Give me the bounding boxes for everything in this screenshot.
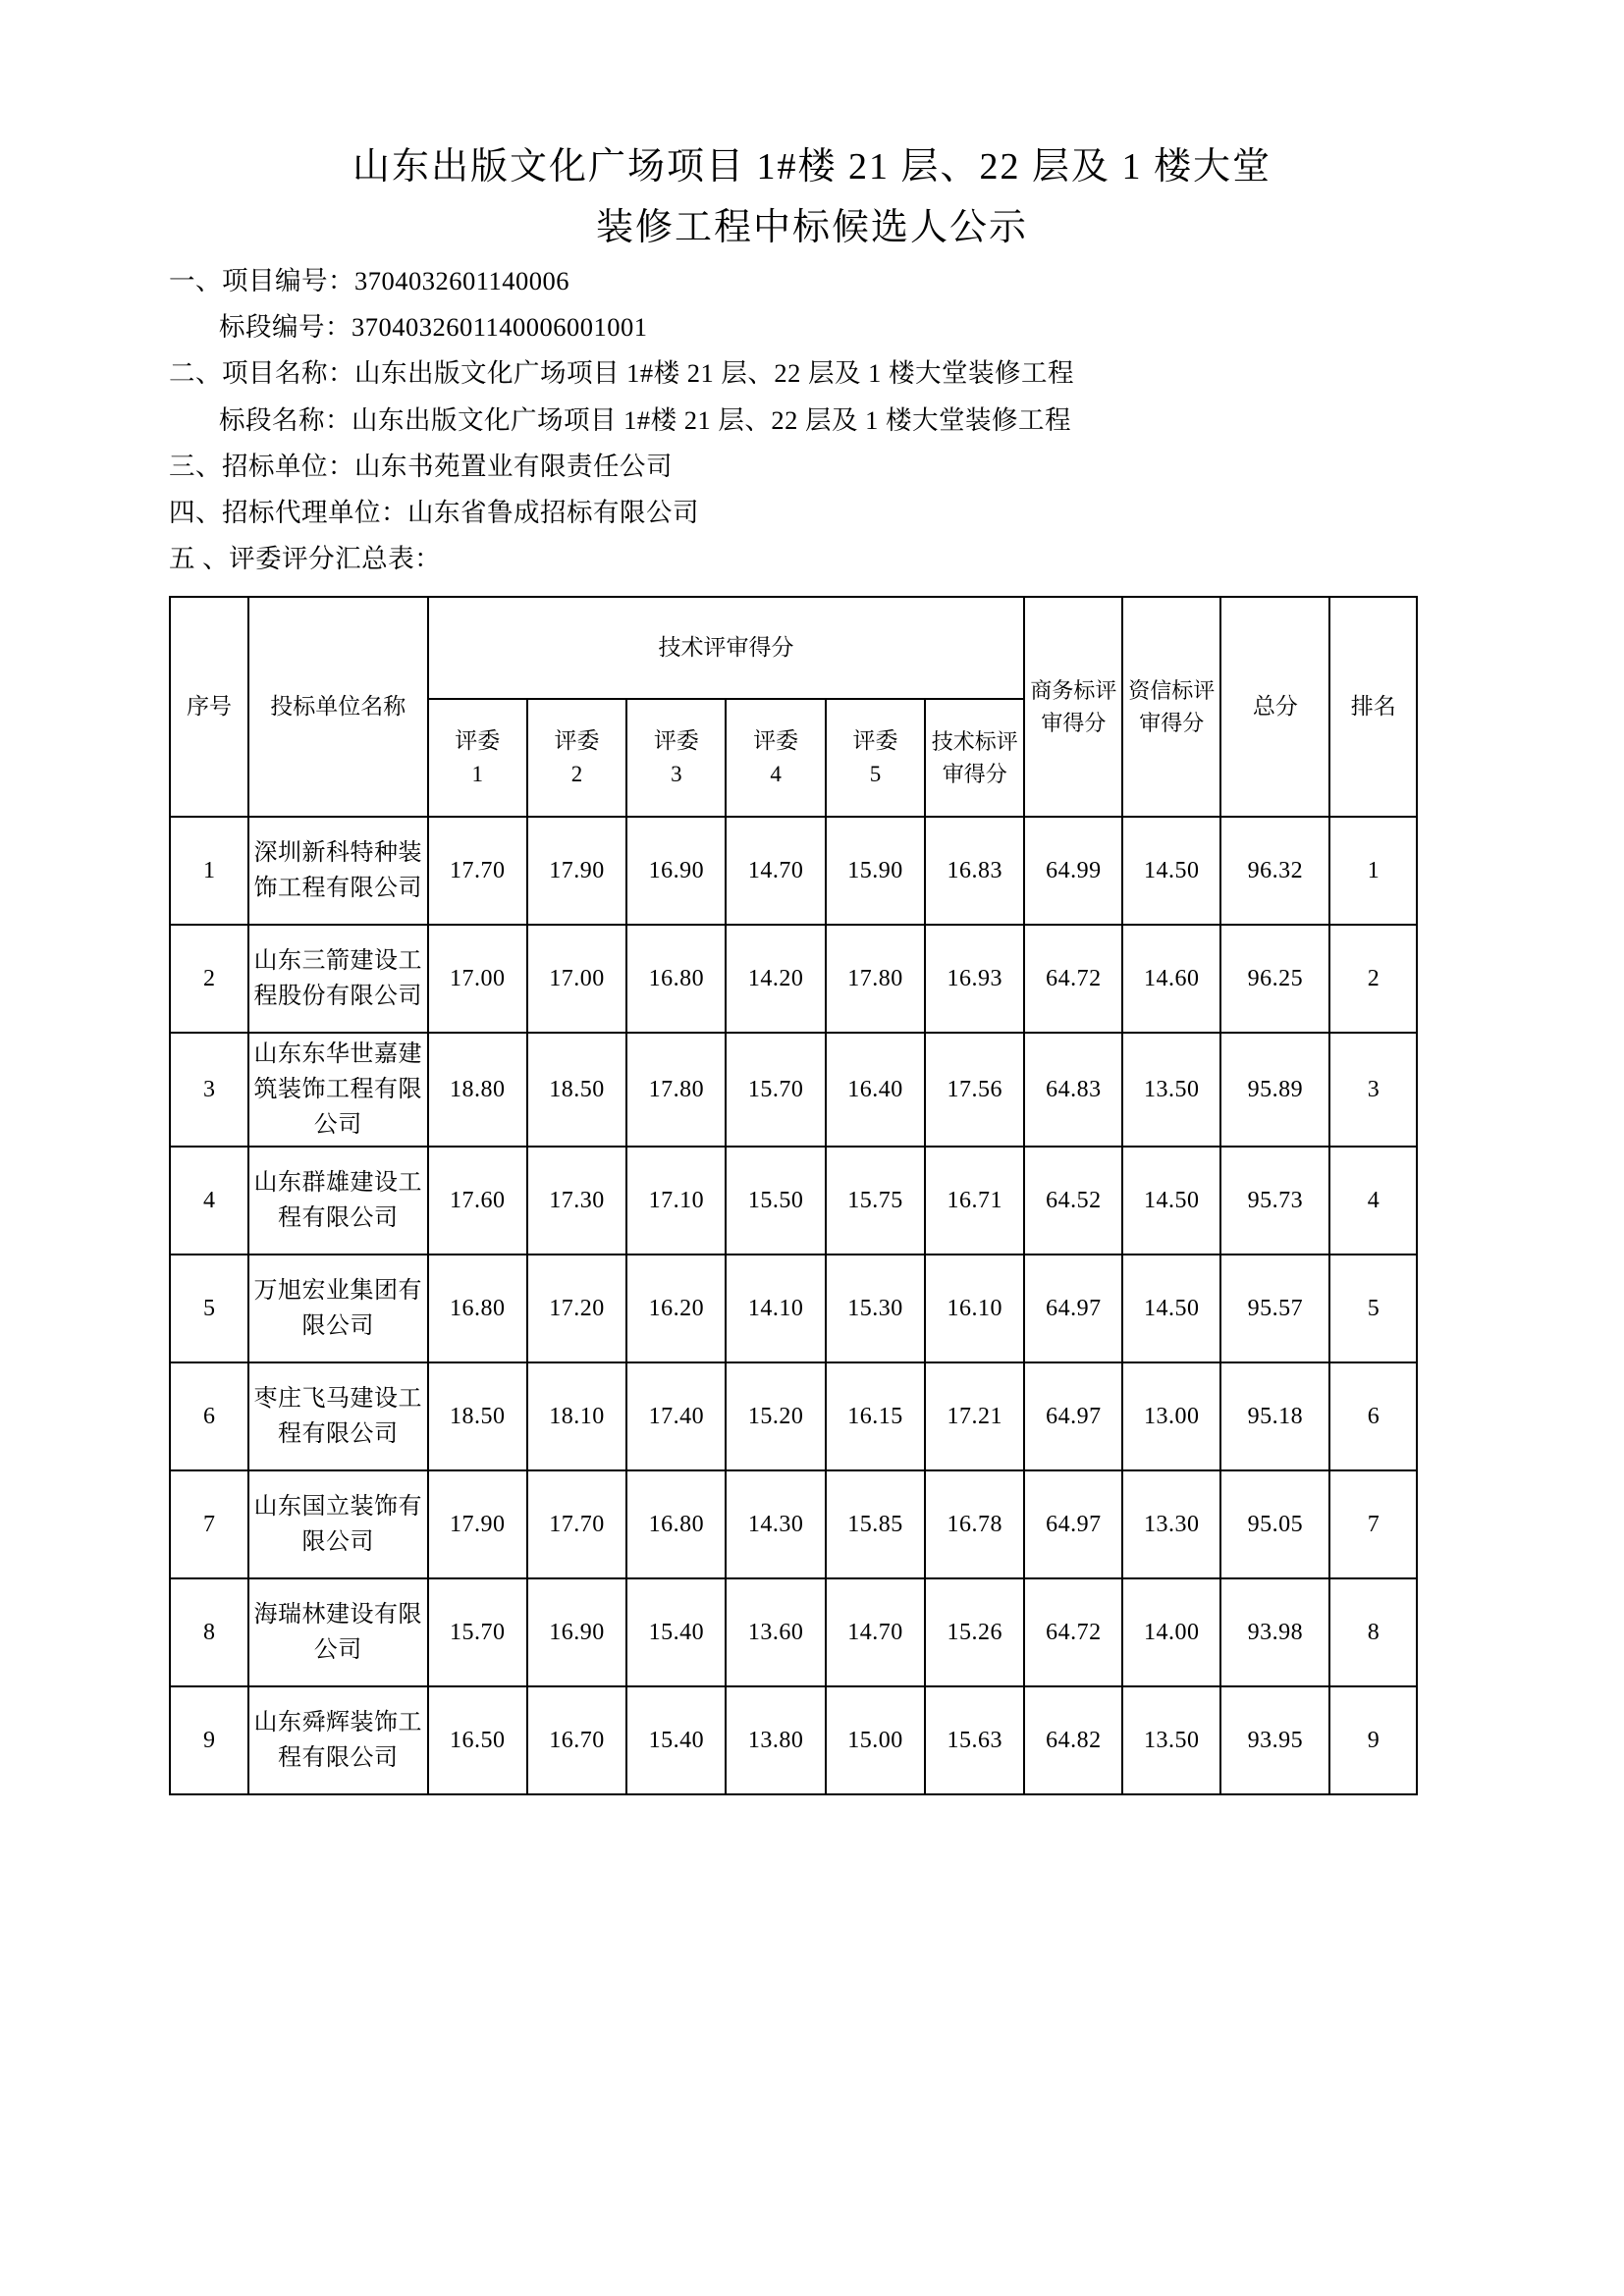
cell-business-score: 64.97 — [1024, 1255, 1122, 1362]
cell-judge-2: 17.90 — [527, 817, 626, 925]
cell-credit-score: 14.00 — [1122, 1578, 1220, 1686]
cell-tech-score: 16.78 — [925, 1470, 1024, 1578]
project-number-line: 一、项目编号：3704032601140006 — [169, 266, 570, 296]
cell-index: 4 — [170, 1147, 248, 1255]
cell-index: 2 — [170, 925, 248, 1033]
cell-business-score: 64.97 — [1024, 1362, 1122, 1470]
tender-unit-line: 三、招标单位：山东书苑置业有限责任公司 — [169, 451, 673, 481]
cell-index: 5 — [170, 1255, 248, 1362]
cell-judge-4: 14.10 — [726, 1255, 825, 1362]
header-judge-5-label: 评委 — [852, 727, 898, 753]
header-judge-2-label: 评委 — [554, 727, 600, 753]
header-judge-3 — [626, 699, 726, 817]
cell-total: 96.32 — [1220, 817, 1329, 925]
cell-judge-5: 14.70 — [826, 1578, 925, 1686]
cell-total: 95.05 — [1220, 1470, 1329, 1578]
cell-judge-4: 13.80 — [726, 1686, 825, 1794]
cell-credit-score: 14.50 — [1122, 1147, 1220, 1255]
cell-rank: 1 — [1329, 817, 1417, 925]
cell-judge-4: 15.50 — [726, 1147, 825, 1255]
table-row — [170, 1147, 1417, 1255]
cell-tech-score: 16.83 — [925, 817, 1024, 925]
table-row — [170, 1362, 1417, 1470]
cell-judge-1: 16.50 — [428, 1686, 527, 1794]
cell-credit-score: 14.50 — [1122, 1255, 1220, 1362]
cell-tech-score: 17.21 — [925, 1362, 1024, 1470]
cell-judge-3: 16.20 — [626, 1255, 726, 1362]
cell-judge-3: 17.10 — [626, 1147, 726, 1255]
table-row — [170, 1255, 1417, 1362]
header-business-score: 商务标评审得分 — [1024, 597, 1122, 817]
cell-judge-2: 17.20 — [527, 1255, 626, 1362]
cell-tech-score: 15.26 — [925, 1578, 1024, 1686]
header-judge-1-label: 评委 — [455, 727, 501, 753]
table-header — [170, 597, 1417, 817]
cell-tech-score: 16.10 — [925, 1255, 1024, 1362]
cell-judge-4: 15.70 — [726, 1033, 825, 1147]
cell-tech-score: 17.56 — [925, 1033, 1024, 1147]
cell-bidder-name: 万旭宏业集团有限公司 — [248, 1255, 428, 1362]
cell-judge-5: 15.85 — [826, 1470, 925, 1578]
header-judge-4-number: 4 — [770, 762, 782, 787]
cell-rank: 3 — [1329, 1033, 1417, 1147]
cell-total: 95.73 — [1220, 1147, 1329, 1255]
cell-tech-score: 16.71 — [925, 1147, 1024, 1255]
cell-judge-2: 17.30 — [527, 1147, 626, 1255]
cell-judge-1: 17.70 — [428, 817, 527, 925]
cell-rank: 7 — [1329, 1470, 1417, 1578]
cell-judge-5: 16.15 — [826, 1362, 925, 1470]
cell-judge-4: 14.20 — [726, 925, 825, 1033]
cell-judge-2: 18.10 — [527, 1362, 626, 1470]
cell-index: 8 — [170, 1578, 248, 1686]
page-title-line-2: 装修工程中标候选人公示 — [595, 206, 1028, 248]
cell-bidder-name: 山东东华世嘉建筑装饰工程有限公司 — [248, 1033, 428, 1147]
table-row — [170, 1470, 1417, 1578]
cell-judge-2: 17.70 — [527, 1470, 626, 1578]
cell-total: 95.57 — [1220, 1255, 1329, 1362]
table-row — [170, 817, 1417, 925]
cell-judge-5: 15.00 — [826, 1686, 925, 1794]
cell-judge-1: 17.90 — [428, 1470, 527, 1578]
cell-total: 95.18 — [1220, 1362, 1329, 1470]
cell-total: 96.25 — [1220, 925, 1329, 1033]
cell-judge-4: 15.20 — [726, 1362, 825, 1470]
section-name-line: 标段名称：山东出版文化广场项目 1#楼 21 层、22 层及 1 楼大堂装修工程 — [219, 404, 1071, 435]
score-table-container — [0, 582, 1624, 1795]
cell-index: 3 — [170, 1033, 248, 1147]
project-name-line: 二、项目名称：山东出版文化广场项目 1#楼 21 层、22 层及 1 楼大堂装修工程 — [169, 358, 1074, 389]
cell-credit-score: 14.60 — [1122, 925, 1220, 1033]
cell-judge-3: 15.40 — [626, 1686, 726, 1794]
cell-judge-4: 14.70 — [726, 817, 825, 925]
cell-business-score: 64.83 — [1024, 1033, 1122, 1147]
section-number-line: 标段编号：3704032601140006001001 — [219, 312, 648, 343]
table-row — [170, 925, 1417, 1033]
cell-index: 7 — [170, 1470, 248, 1578]
cell-judge-5: 17.80 — [826, 925, 925, 1033]
evaluation-score-table — [169, 596, 1418, 1795]
cell-judge-5: 15.90 — [826, 817, 925, 925]
cell-index: 6 — [170, 1362, 248, 1470]
cell-credit-score: 13.50 — [1122, 1033, 1220, 1147]
cell-rank: 4 — [1329, 1147, 1417, 1255]
cell-bidder-name: 深圳新科特种装饰工程有限公司 — [248, 817, 428, 925]
header-judge-2 — [527, 699, 626, 817]
table-row — [170, 1578, 1417, 1686]
cell-judge-2: 16.90 — [527, 1578, 626, 1686]
header-bidder-name: 投标单位名称 — [248, 597, 428, 817]
cell-judge-3: 17.40 — [626, 1362, 726, 1470]
header-judge-3-number: 3 — [671, 762, 682, 787]
cell-rank: 9 — [1329, 1686, 1417, 1794]
cell-judge-1: 18.80 — [428, 1033, 527, 1147]
cell-credit-score: 13.50 — [1122, 1686, 1220, 1794]
cell-judge-4: 13.60 — [726, 1578, 825, 1686]
header-judge-1 — [428, 699, 527, 817]
cell-credit-score: 13.30 — [1122, 1470, 1220, 1578]
cell-index: 9 — [170, 1686, 248, 1794]
cell-index: 1 — [170, 817, 248, 925]
cell-judge-4: 14.30 — [726, 1470, 825, 1578]
cell-judge-1: 18.50 — [428, 1362, 527, 1470]
cell-business-score: 64.72 — [1024, 1578, 1122, 1686]
table-row — [170, 1033, 1417, 1147]
header-judge-5-number: 5 — [869, 762, 882, 787]
cell-business-score: 64.99 — [1024, 817, 1122, 925]
document-body — [0, 258, 1624, 582]
cell-bidder-name: 海瑞林建设有限公司 — [248, 1578, 428, 1686]
score-summary-heading: 五 、评委评分汇总表： — [169, 544, 442, 574]
cell-judge-1: 15.70 — [428, 1578, 527, 1686]
cell-bidder-name: 山东群雄建设工程有限公司 — [248, 1147, 428, 1255]
header-judge-4 — [726, 699, 825, 817]
cell-judge-2: 18.50 — [527, 1033, 626, 1147]
header-index: 序号 — [170, 597, 248, 817]
table-body — [170, 817, 1417, 1794]
cell-rank: 5 — [1329, 1255, 1417, 1362]
cell-rank: 2 — [1329, 925, 1417, 1033]
page-title — [0, 0, 1624, 258]
cell-judge-5: 16.40 — [826, 1033, 925, 1147]
cell-judge-3: 16.80 — [626, 925, 726, 1033]
header-judge-1-number: 1 — [471, 762, 483, 787]
cell-judge-1: 17.60 — [428, 1147, 527, 1255]
cell-business-score: 64.97 — [1024, 1470, 1122, 1578]
cell-credit-score: 13.00 — [1122, 1362, 1220, 1470]
header-judge-5 — [826, 699, 925, 817]
header-rank: 排名 — [1329, 597, 1417, 817]
page-title-line-1: 山东出版文化广场项目 1#楼 21 层、22 层及 1 楼大堂 — [352, 146, 1272, 187]
cell-bidder-name: 山东舜辉装饰工程有限公司 — [248, 1686, 428, 1794]
cell-judge-1: 16.80 — [428, 1255, 527, 1362]
cell-judge-5: 15.75 — [826, 1147, 925, 1255]
cell-bidder-name: 山东国立装饰有限公司 — [248, 1470, 428, 1578]
cell-business-score: 64.52 — [1024, 1147, 1122, 1255]
cell-judge-3: 17.80 — [626, 1033, 726, 1147]
cell-judge-3: 16.90 — [626, 817, 726, 925]
cell-total: 93.98 — [1220, 1578, 1329, 1686]
cell-rank: 6 — [1329, 1362, 1417, 1470]
cell-judge-2: 17.00 — [527, 925, 626, 1033]
cell-business-score: 64.72 — [1024, 925, 1122, 1033]
cell-credit-score: 14.50 — [1122, 817, 1220, 925]
cell-tech-score: 15.63 — [925, 1686, 1024, 1794]
cell-bidder-name: 山东三箭建设工程股份有限公司 — [248, 925, 428, 1033]
table-header-row-top — [170, 597, 1417, 699]
cell-total: 95.89 — [1220, 1033, 1329, 1147]
table-row — [170, 1686, 1417, 1794]
cell-judge-5: 15.30 — [826, 1255, 925, 1362]
cell-judge-1: 17.00 — [428, 925, 527, 1033]
cell-judge-2: 16.70 — [527, 1686, 626, 1794]
cell-business-score: 64.82 — [1024, 1686, 1122, 1794]
header-credit-score: 资信标评审得分 — [1122, 597, 1220, 817]
header-judge-2-number: 2 — [570, 762, 583, 787]
header-judge-4-label: 评委 — [753, 727, 799, 753]
cell-total: 93.95 — [1220, 1686, 1329, 1794]
cell-rank: 8 — [1329, 1578, 1417, 1686]
cell-tech-score: 16.93 — [925, 925, 1024, 1033]
cell-bidder-name: 枣庄飞马建设工程有限公司 — [248, 1362, 428, 1470]
header-total: 总分 — [1220, 597, 1329, 817]
tender-agency-line: 四、招标代理单位：山东省鲁成招标有限公司 — [169, 497, 699, 527]
header-tech-score: 技术标评审得分 — [925, 699, 1024, 817]
cell-judge-3: 16.80 — [626, 1470, 726, 1578]
header-judge-3-label: 评委 — [653, 727, 699, 753]
header-tech-group: 技术评审得分 — [428, 597, 1025, 699]
cell-judge-3: 15.40 — [626, 1578, 726, 1686]
